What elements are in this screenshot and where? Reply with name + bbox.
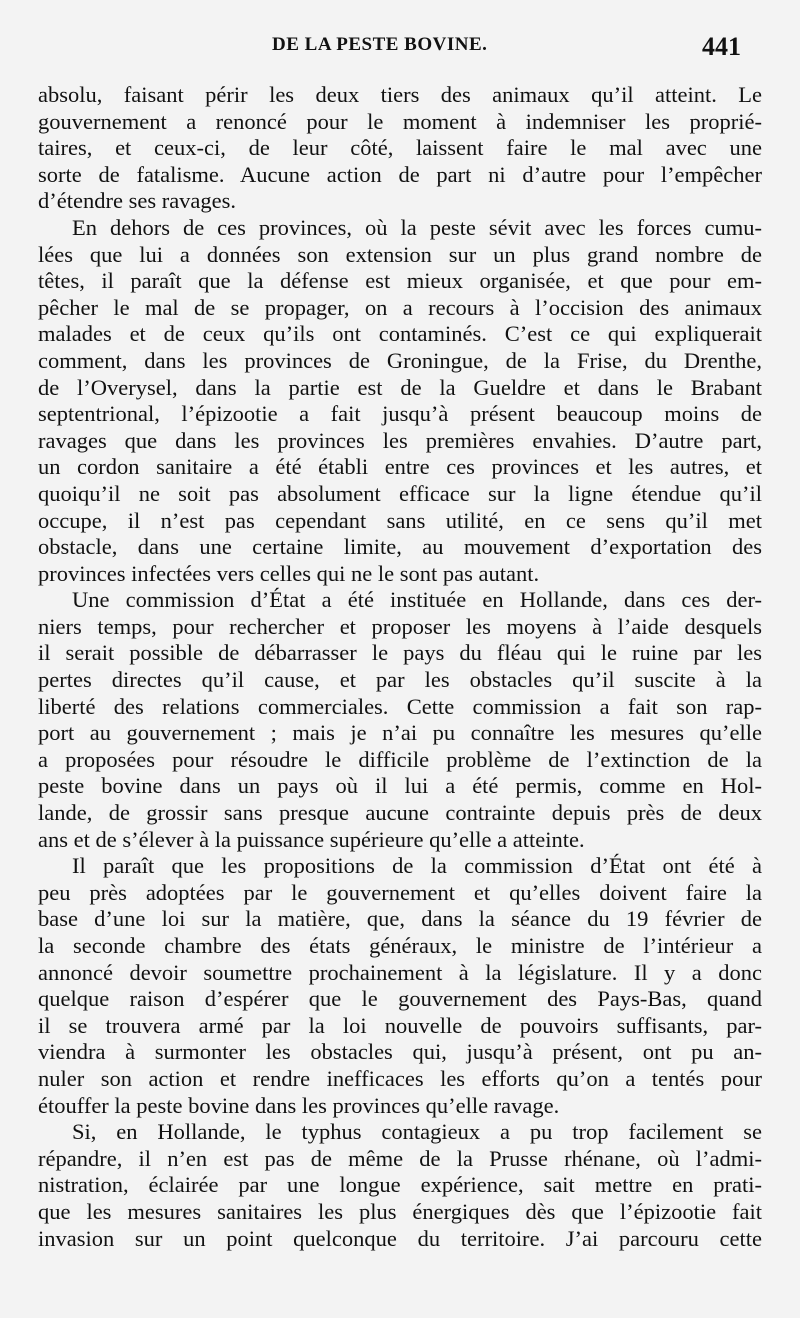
text-line: étouffer la peste bovine dans les provinces qu’elle ravage.	[38, 1092, 560, 1118]
text-line: Une commission d’État a été instituée en Hollande, dans ces der-	[72, 587, 762, 613]
text-line: quelque raison d’espérer que le gouvernement des Pays-Bas, quand	[38, 986, 762, 1012]
text-line: ravages que dans les provinces les premières envahies. D’autre part,	[38, 427, 762, 453]
running-title: DE LA PESTE BOVINE.	[272, 34, 488, 55]
text-line: quoiqu’il ne soit pas absolument efficace sur la ligne étendue qu’il	[38, 480, 762, 506]
text-line: répandre, il n’en est pas de même de la Prusse rhénane, où l’admi-	[38, 1145, 762, 1171]
text-line: provinces infectées vers celles qui ne le sont pas autant.	[38, 560, 540, 586]
body-text	[38, 82, 762, 1252]
text-line: comment, dans les provinces de Groningue, de la Frise, du Drenthe,	[38, 347, 762, 373]
text-line: lande, de grossir sans presque aucune contrainte depuis près de deux	[38, 800, 762, 826]
text-line: Si, en Hollande, le typhus contagieux a pu trop facilement se	[72, 1119, 762, 1145]
text-line: lées que lui a données son extension sur un plus grand nombre de	[38, 241, 762, 267]
text-line: malades et de ceux qu’ils ont contaminés. C’est ce qui expliquerait	[38, 321, 762, 347]
text-line: gouvernement a renoncé pour le moment à indemniser les proprié-	[38, 108, 762, 134]
text-line: ans et de s’élever à la puissance supérieure qu’elle a atteinte.	[38, 826, 585, 852]
text-line: septentrional, l’épizootie a fait jusqu’à présent beaucoup moins de	[38, 401, 762, 427]
text-line: taires, et ceux-ci, de leur côté, laissent faire le mal avec une	[38, 135, 762, 161]
text-line: pêcher le mal de se propager, on a recours à l’occision des animaux	[38, 294, 762, 320]
text-line: pertes directes qu’il cause, et par les obstacles qu’il suscite à la	[38, 667, 762, 693]
text-line: annoncé devoir soumettre prochainement à la législature. Il y a donc	[38, 959, 762, 985]
text-line: base d’une loi sur la matière, que, dans la séance du 19 février de	[38, 906, 762, 932]
text-line: Il paraît que les propositions de la commission d’État ont été à	[72, 853, 762, 879]
running-head	[0, 32, 800, 66]
text-line: peste bovine dans un pays où il lui a été permis, comme en Hol-	[38, 773, 762, 799]
text-line: En dehors de ces provinces, où la peste sévit avec les forces cumu-	[72, 214, 762, 240]
text-line: de l’Overysel, dans la partie est de la Gueldre et dans le Brabant	[38, 374, 762, 400]
text-line: port au gouvernement ; mais je n’ai pu connaître les mesures qu’elle	[38, 720, 762, 746]
text-line: que les mesures sanitaires les plus énergiques dès que l’épizootie fait	[38, 1198, 762, 1224]
text-line: un cordon sanitaire a été établi entre ces provinces et les autres, et	[38, 454, 762, 480]
text-line: nuler son action et rendre inefficaces les efforts qu’on a tentés pour	[38, 1065, 762, 1091]
text-line: niers temps, pour rechercher et proposer les moyens à l’aide desquels	[38, 613, 762, 639]
text-line: viendra à surmonter les obstacles qui, jusqu’à présent, ont pu an-	[38, 1039, 762, 1065]
text-line: invasion sur un point quelconque du territoire. J’ai parcouru cette	[38, 1225, 762, 1251]
text-line: d’étendre ses ravages.	[38, 188, 237, 214]
text-line: a proposées pour résoudre le difficile problème de l’extinction de la	[38, 746, 762, 772]
text-line: têtes, il paraît que la défense est mieux organisée, et que pour em-	[38, 268, 762, 294]
text-line: sorte de fatalisme. Aucune action de part ni d’autre pour l’empêcher	[38, 161, 762, 187]
text-line: liberté des relations commerciales. Cette commission a fait son rap-	[38, 693, 762, 719]
text-line: la seconde chambre des états généraux, le ministre de l’intérieur a	[38, 933, 762, 958]
page-number: 441	[702, 32, 741, 61]
text-line: il se trouvera armé par la loi nouvelle de pouvoirs suffisants, par-	[38, 1012, 762, 1038]
text-line: obstacle, dans une certaine limite, au mouvement d’exportation des	[38, 534, 762, 560]
text-line: peu près adoptées par le gouvernement et qu’elles doivent faire la	[38, 879, 762, 905]
text-line: il serait possible de débarrasser le pays du fléau qui le ruine par les	[38, 640, 762, 666]
text-line: absolu, faisant périr les deux tiers des animaux qu’il atteint. Le	[38, 82, 762, 107]
text-line: nistration, éclairée par une longue expérience, sait mettre en prati-	[38, 1172, 762, 1198]
text-line: occupe, il n’est pas cependant sans utilité, en ce sens qu’il met	[38, 507, 762, 533]
